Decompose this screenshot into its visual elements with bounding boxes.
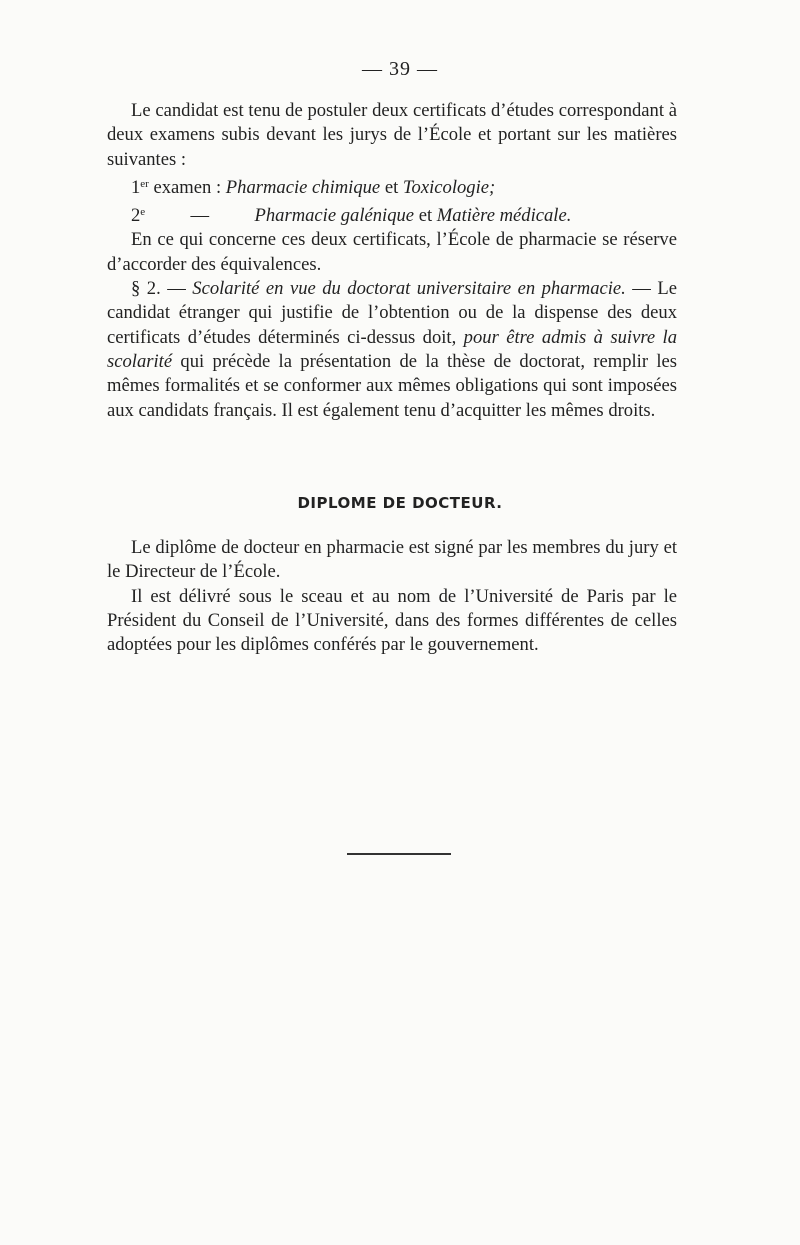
section-2-text-b: qui précède la présentation de la thèse de doctorat, remplir les mêmes formalités et se conformer aux mêmes obligations qui sont imposées aux candidats français. Il est également tenu d’acquitter les mêmes droits. [107,350,677,421]
exam-2-line [107,200,677,228]
exam-2-joiner: et [418,205,433,227]
exam-1-lead: examen : [153,176,222,198]
exam-2-subject-b: Matière médicale. [436,205,572,227]
section-2-title: Scolarité en vue du doctorat universitaire en pharmacie. [192,278,626,300]
intro-paragraph: Le candidat est tenu de postuler deux certificats d’études correspondant à deux examens subis devant les jurys de l’École et portant sur les matières suivantes : [107,100,677,170]
exam-1-number: 1 [131,176,141,198]
diploma-paragraph-2: Il est délivré sous le sceau et au nom de l’Université de Paris par le Président du Conseil de l’Université, dans des formes différentes de celles adoptées pour les diplômes conférés par le gouvernement. [107,585,677,656]
closing-rule [347,853,451,855]
diploma-paragraph-1: Le diplôme de docteur en pharmacie est signé par les membres du jury et le Directeur de l’École. [107,537,677,583]
section-2-text-a: — Le candidat étranger qui justifie de l’obtention ou de la dispense des deux certificats d’études déterminés ci-dessus doit, [107,278,677,348]
exam-1-subject-b: Toxicologie; [402,176,496,198]
body-text-block [107,99,677,423]
exam-2-ordinal: e [140,206,146,219]
page-number: — 39 — [362,58,438,80]
exam-2-lead: — [190,205,210,227]
section-2-italic: pour être admis à suivre la scolarité [107,326,677,372]
section-2-marker: § 2. — [131,278,186,300]
exam-1-line [107,172,677,200]
equivalences-paragraph: En ce qui concerne ces deux certificats, l’École de pharmacie se réserve d’accorder des équivalences. [107,229,677,275]
section-2-paragraph [107,277,677,423]
exam-1-joiner: et [384,176,399,198]
exam-1-subject-a: Pharmacie chimique [225,176,381,198]
exam-2-number: 2 [131,205,141,227]
exam-2-subject-a: Pharmacie galénique [254,205,415,227]
exam-1-ordinal: er [140,177,149,190]
diploma-text-block [107,536,677,657]
section-heading: DIPLOME DE DOCTEUR. [297,494,503,512]
